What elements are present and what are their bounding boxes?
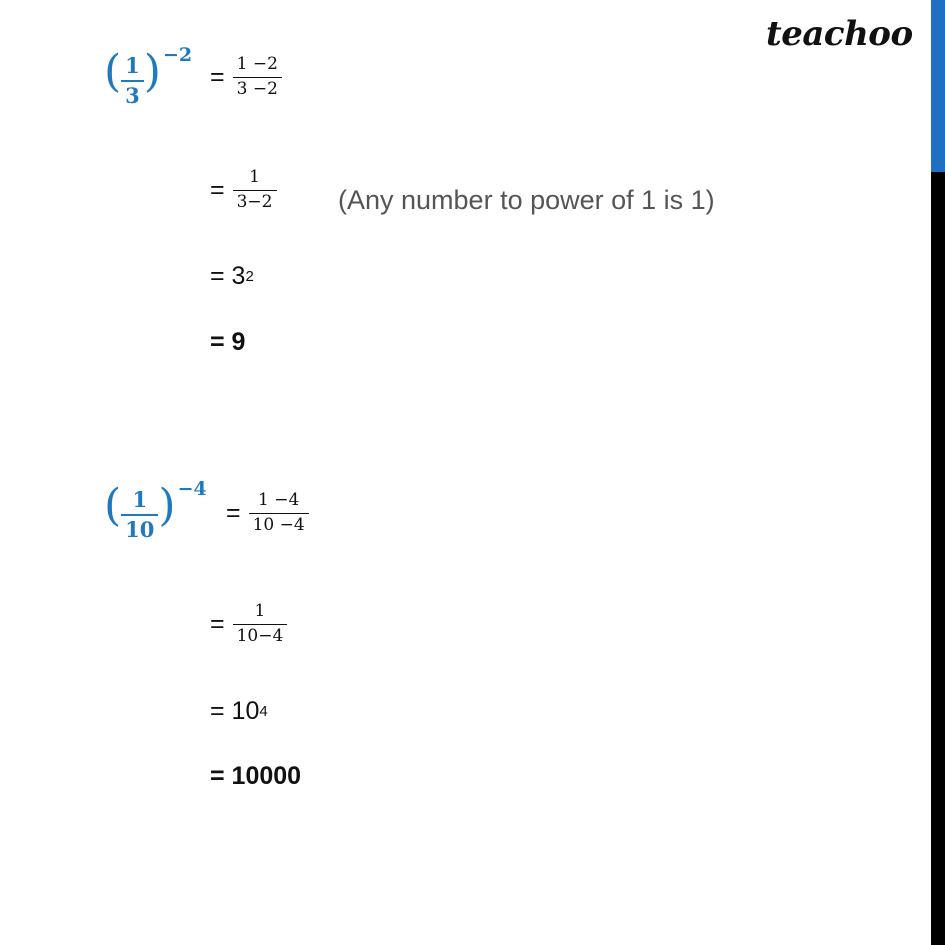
fraction-numerator: 1 (132, 487, 148, 512)
equals-sign: = (210, 609, 225, 638)
example2-lhs (104, 478, 207, 542)
fraction-bar (233, 190, 277, 192)
fraction-numerator: 1 −2 (236, 54, 278, 74)
example1-step1-fraction (233, 55, 282, 100)
example2-step2-fraction (233, 602, 288, 647)
fraction-bar (121, 514, 158, 516)
exponent: −2 (162, 44, 193, 66)
teachoo-logo: teachoo (766, 14, 913, 54)
right-paren: ) (158, 480, 176, 531)
fraction-numerator: 1 (125, 53, 140, 78)
example1-step1 (210, 55, 282, 100)
fraction-bar (249, 513, 309, 515)
fraction-numerator: 1 (254, 601, 266, 621)
example2-result: = 10000 (210, 762, 302, 790)
example2-step1 (226, 491, 309, 536)
example1-step2 (210, 168, 277, 213)
equals-sign: = (210, 175, 225, 204)
example1-lhs (104, 44, 193, 108)
example1-note: (Any number to power of 1 is 1) (338, 185, 715, 215)
example1-result: = 9 (210, 328, 246, 356)
fraction-denominator: 3 −2 (236, 79, 278, 100)
step-superscript: 2 (245, 268, 254, 285)
equals-sign: = (210, 62, 225, 91)
fraction-bar (233, 77, 282, 79)
step-text: = 10 (210, 697, 260, 725)
sidebar-accent (931, 0, 945, 172)
example1-lhs-fraction (121, 54, 144, 108)
exponent: −4 (177, 478, 207, 500)
left-paren: ( (104, 480, 122, 531)
fraction-denominator: 3−2 (236, 192, 273, 213)
fraction-denominator: 10 (125, 516, 155, 542)
left-paren: ( (104, 46, 122, 97)
example2-step2 (210, 602, 287, 647)
fraction-denominator: 3 (125, 82, 140, 108)
example1-step2-fraction (233, 168, 277, 213)
right-paren: ) (143, 46, 161, 97)
example2-lhs-fraction (121, 488, 158, 542)
fraction-numerator: 1 −4 (258, 490, 300, 510)
fraction-numerator: 1 (249, 167, 260, 187)
example1-step3 (210, 262, 254, 291)
fraction-bar (233, 624, 288, 626)
example2-step1-fraction (249, 491, 309, 536)
step-text: = 3 (210, 262, 246, 290)
step-superscript: 4 (259, 703, 268, 720)
fraction-denominator: 10 −4 (252, 515, 305, 536)
equals-sign: = (226, 498, 241, 527)
fraction-denominator: 10−4 (236, 626, 284, 647)
fraction-bar (121, 80, 144, 82)
example2-step3 (210, 697, 268, 726)
